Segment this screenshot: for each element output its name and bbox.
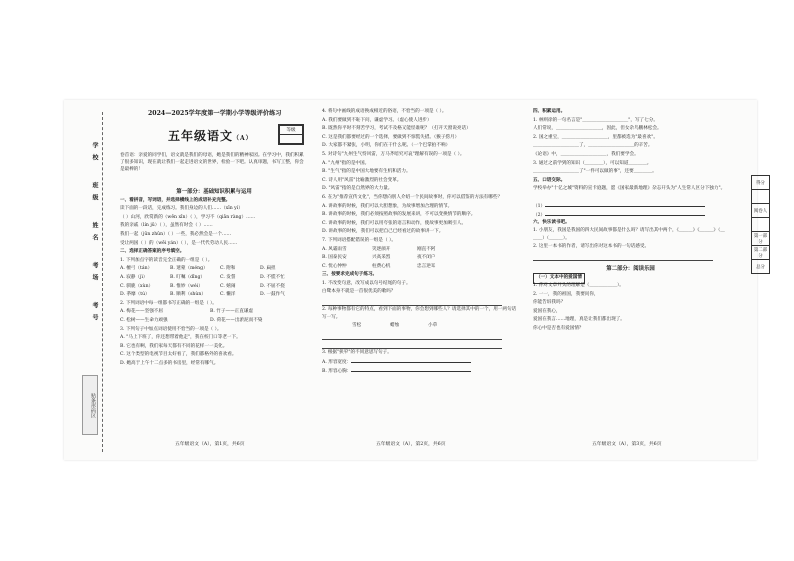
reading-line: 你心中是否也有爱国情？ — [533, 325, 584, 331]
binding-label: 学 — [91, 142, 98, 148]
section-4-heading: 四、积累运用。 — [533, 109, 566, 114]
binding-label: 班 — [91, 182, 98, 188]
option-line: C. 诗人用"风雷"比喻激烈的社会变革。 — [322, 177, 402, 183]
section-1-heading: 一、看拼音，写词语，并选择横线上的成语补充完整。 — [120, 197, 231, 203]
sentence-source: 白鹭本身不就是一首很优美的歌吗？ — [322, 289, 396, 295]
part-1-heading: 第一部分：基础知识积累与运用 — [176, 189, 252, 195]
answer-blank[interactable] — [351, 357, 471, 363]
binding-label: 考 — [91, 302, 98, 308]
subject-title: 五年级语文（A） — [168, 129, 253, 143]
sentence-task-2: 2. 每种事物都有它的特点，看到下面的事物，你会想到哪些人？请选择其中的一个，用一两句话写一写。 — [322, 307, 517, 321]
binding-label: 号 — [91, 314, 98, 320]
score-cell[interactable] — [752, 218, 770, 232]
reading-section-label: （一）文本中的爱国情 — [533, 273, 728, 282]
word-choices: 雪松 蜡烛 小草 — [352, 323, 438, 329]
question-6: 6. 在为"推荐宣传文化"，当你想向别人介绍一个民间故事时，你可以借鉴的方法有哪些？ — [322, 194, 503, 200]
question-3: 3. 下列句子中加点词语使用不恰当的一项是（ ）。 — [120, 326, 222, 332]
option-line: B. 它也有啊，我们家每天都有不同的花样一一美化。 — [120, 343, 228, 349]
page-footer-1: 五年级语文（A），第1页，共6页 — [175, 442, 245, 447]
fill-line: 《论语》中，＿＿＿＿＿＿＿＿＿＿，我们要学会。 — [533, 151, 639, 157]
reading-line: 你能告诉我吗？ — [533, 300, 566, 306]
question-line: 我们一起（jūn zhǔn）（ ）一些，我必然会是一个…… — [120, 231, 232, 237]
option-line: D. 讲故事的时候，我们可以把自己已经看过的故事讲一下。 — [322, 229, 444, 235]
column-page-3 — [533, 108, 728, 333]
score-row-label: 阅卷人 — [752, 204, 770, 218]
fill-line: 1. 林则徐的一句名言是"＿＿＿＿＿＿＿＿＿＿"，写了七分。 — [533, 117, 658, 123]
binding-label: 级 — [91, 194, 98, 200]
fill-line: ＿＿＿＿＿＿＿＿＿＿了"一件可以做的事"，还要＿＿＿＿。 — [533, 169, 657, 175]
option-line: B. 既然你平时不刻苦学习，考试不及格又能怪谁呢？（打开天窗说亮话） — [322, 126, 471, 132]
reading-line: 爱国在我心， — [533, 308, 561, 314]
option-line: A. "马上下班了，你还想带着他走"，我在校门口等老一下。 — [120, 335, 241, 341]
sentence-task-3: 3. 根据"狭窄"的不同意思写句子。 — [322, 349, 392, 355]
binding-label: 场 — [91, 274, 98, 280]
option-line: D. "风雷"指的是自然界的大力量。 — [322, 186, 393, 192]
reminder-text: 卷首语：亲爱的同学们，语文就是我们的母语，她是我们的精神家园。在学习中，我们积累了很多知识，现在就让我们一起走进语文的世界，检验一下吧。认真审题，书写工整，你会是最棒的！ — [120, 153, 304, 173]
reading-task-2: 2. 这里一本书的作者，请写出你对这本书的一句话感受。 — [533, 244, 650, 250]
option-row: B. 国泰民安 兴高采烈 夜不闭户 — [322, 255, 436, 261]
option-line: C. 这是我们都要经过的一个选择，要做到不惊慌失措。（猴子捞月） — [322, 134, 460, 140]
option-line: A. 我们要做到不恥下问，谦虚学习。（虚心使人进步） — [322, 117, 432, 123]
answer-line[interactable] — [322, 340, 502, 349]
option-line: B. "生气"指的是中国大地要有生机和活力。 — [322, 169, 411, 175]
binding-label: 姓 — [91, 222, 98, 228]
option-line: A. "九州"指的是中国。 — [322, 160, 370, 166]
binding-label: 考 — [91, 262, 98, 268]
answer-blank[interactable] — [545, 210, 705, 216]
exam-title: 2024—2025学年度第一学期小学等级评价练习 — [148, 110, 282, 117]
fill-line: 人们常说，＿＿＿＿＿＿＿＿＿＿，因此，但女杂鸟鹏林松会。 — [533, 126, 662, 132]
score-cell[interactable] — [752, 190, 770, 204]
section-3-heading: 三、按要求完成句子练习。 — [322, 272, 378, 278]
option-line: B. 讲故事的时候，我们必须按照故事的发展来讲，不可以变换情节的顺序。 — [322, 212, 476, 218]
option-row: A. 梅花——坚强不屈 B. 竹子——正直谦虚 — [120, 309, 254, 315]
answer-row: （1） — [533, 201, 728, 210]
fill-line: 2. 国之重宝，＿＿＿＿＿＿＿＿＿＿，里都被选为"最喜欢"。 — [533, 134, 658, 140]
question-2: 2. 下列词语中每一组都书写正确的一组是（ ）。 — [120, 300, 217, 306]
score-row-label: 第一部分 — [752, 232, 770, 246]
question-7: 7. 下列词语搭配错误的一组是（ ）。 — [322, 237, 396, 243]
part-2-heading: 第二部分：阅读乐园 — [606, 265, 655, 272]
option-row: A. 檀弓（tán） B. 迷蒙（méng） C. 附和 D. 扁担 — [120, 266, 276, 272]
reading-task-1: 1. 小朋友，我国是我国的四大民间故事都是什么吗？请写出其中两个，《＿＿＿》《＿＿＿》（＿＿＿）（＿＿＿）。 — [533, 228, 725, 242]
fill-line: ＿＿＿＿＿＿＿＿＿＿了，＿＿＿＿＿＿＿＿＿＿的辛苦。 — [533, 143, 653, 149]
column-page-2 — [322, 108, 518, 374]
cut-line — [102, 112, 103, 452]
option-line: C. 这个类型的电视节目太好看了，我们都格外的喜欢看。 — [120, 352, 237, 358]
page-footer-3: 五年级语文（A），第3页，共6页 — [592, 442, 662, 447]
page-footer-2: 五年级语文（A），第2页，共6页 — [376, 442, 446, 447]
binding-label: 校 — [91, 154, 98, 160]
option-row: C. 松树——生命力顽强 D. 荷花——出淤泥而不染 — [120, 317, 263, 323]
answer-line[interactable] — [322, 297, 502, 306]
option-row: D. 荼靡（tú） B. 顺利（shùn） C. 懒洋 D. 一鼓作气 — [120, 292, 285, 298]
question-1: 1. 下列加点字的读音完全正确的一组是（ ）。 — [120, 257, 213, 263]
grade-field[interactable] — [280, 135, 303, 144]
question-line: 读下面的一段话，完成练习。我们身边的人们……（xīn yí） — [120, 206, 243, 212]
option-line: D. 大家都不紧张，小明，你们在干什么呢。（一个巴掌拍不响） — [322, 143, 451, 149]
option-row: C. 驯鹿（xùn） B. 惟妙（wéi） C. 嬉闹 D. 不屈不挠 — [120, 283, 285, 289]
column-page-1 — [120, 152, 308, 368]
answer-blank[interactable] — [351, 366, 471, 372]
question-5: 5. 对诗句"九州生气恃风雷，万马齐喑究可哀"理解有误的一项是（ ）。 — [322, 151, 465, 157]
question-line: 我的亲戚（lín jū）（ ），虽然有时会（ ）…… — [120, 223, 213, 229]
score-row-label: 第二部分 — [752, 246, 770, 260]
option-line: A. 讲故事的时候，我们可以大胆想象，为故事增加合理的情节。 — [322, 203, 453, 209]
score-row-label: 得分 — [752, 176, 770, 190]
answer-line[interactable] — [322, 331, 502, 340]
section-5-heading: 五、口语交际。 — [533, 177, 566, 183]
speaking-task: 学校举办"十亿之城"资料的宣卡庭题，愿《国家最新地理》杂志开头为"人生常人区分下独力"。 — [533, 186, 726, 192]
grade-box — [278, 124, 304, 145]
option-line: D. 她高于上午十二点多的书房里，经常有哪气。 — [120, 360, 219, 366]
reading-line: 1. 你对文章开头的理解是（＿＿＿＿＿＿）。 — [533, 282, 624, 288]
option-line: B. 形容心胸： — [322, 366, 518, 375]
option-row: A. 风霜雨雪 笑逐颜开 刚直不阿 — [322, 246, 436, 252]
answer-line[interactable] — [533, 252, 713, 261]
question-line: （ ）山河，欣赏新的（wēn xīn）（ ），学习不（qiān ràng）…… — [120, 214, 256, 220]
option-row: C. 忧心忡忡 柱费心机 忠言逆耳 — [322, 263, 436, 269]
binding-label: 名 — [91, 234, 98, 240]
option-line: C. 讲故事的时候，我们可以用夸张的语言和动作，使故事更加吸引人。 — [322, 220, 467, 226]
section-2-heading: 二、选择正确答案的序号填空。 — [120, 249, 185, 255]
sentence-task-1: 1. 不改变句意，改写成以句号结尾的句子。 — [322, 280, 411, 286]
reading-line: 爱国在我言……地理，真是让我们都出现了。 — [533, 317, 625, 323]
score-row-label: 总分 — [752, 260, 770, 274]
question-4: 4. 将句中画线的成语换成相近的俗语，不恰当的一项是（ ）。 — [322, 109, 447, 114]
section-6-heading: 六、快乐读书吧。 — [533, 219, 570, 225]
fill-line: 3. 通过之前学到的知识（＿＿＿＿），可以知道＿＿＿＿。 — [533, 160, 652, 166]
option-row: A. 寂静（jì） B. 叮嘱（dīng） C. 发誓 D. 不慌不忙 — [120, 274, 285, 280]
question-line: 受让两国（ ）的（wēi yán）（ ），是一代代劳动人民…… — [120, 240, 238, 246]
score-table — [751, 175, 770, 274]
grade-label: 等级 — [280, 126, 303, 135]
reading-line: 2. 一一，我的祖国，我要问你， — [533, 291, 599, 297]
answer-blank[interactable] — [545, 201, 705, 207]
option-line: A. 形容宽度： — [322, 357, 518, 366]
answer-row: （2） — [533, 210, 728, 219]
barcode-area: 贴条形码区 — [82, 375, 98, 435]
